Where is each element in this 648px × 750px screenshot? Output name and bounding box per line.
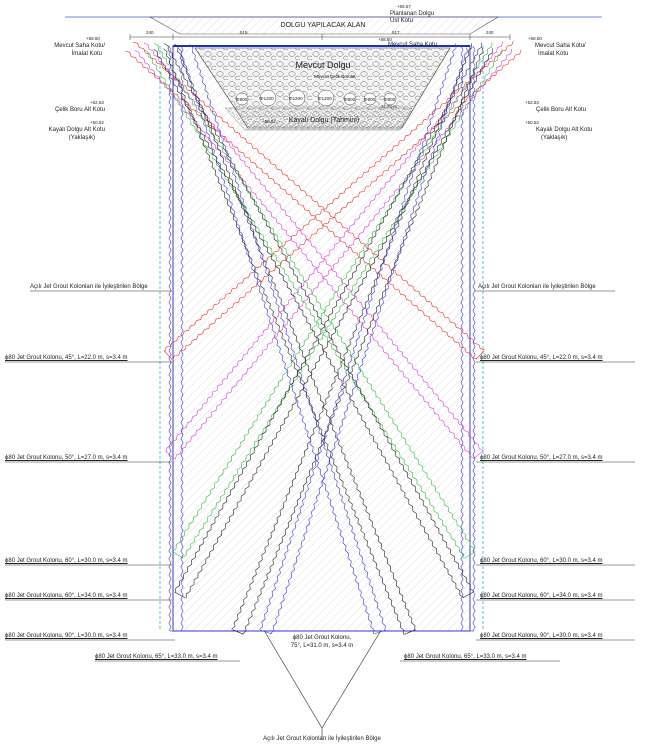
left-zone-label: Açılı Jet Grout Kolonları ile İyileştirilen Bölge — [30, 284, 148, 290]
rock-fill-label: Kayalı Dolgu (Tahmini) — [288, 117, 360, 124]
existing-fill-label: Mevcut Dolgu — [295, 60, 351, 70]
center-col-label-75-line2: 75°, L=31.0 m, s=3.4 m — [290, 643, 354, 649]
left-rock-label-2: (Yaklaşık) — [68, 135, 95, 141]
left-col-label-90: ϕ80 Jet Grout Kolonu, 90°, L=30.0 m, s=3.4 m — [5, 633, 128, 639]
planned-fill-label: Planlanan Dolgu — [390, 11, 435, 17]
left-col-label-65: ϕ80 Jet Grout Kolonu, 65°, L=33.0 m, s=3.4 m — [95, 654, 218, 660]
left-col-label-45: ϕ80 Jet Grout Kolonu, 45°, L=22.0 m, s=3.4 m — [5, 355, 128, 361]
right-col-label-60: ϕ80 Jet Grout Kolonu, 60°, L=30.0 m, s=3.4 m — [480, 558, 603, 564]
bottom-zone-label: Açılı Jet Grout Kolonları ile İyileştirilen Bölge — [263, 736, 381, 742]
right-site-label: Mevcut Saha Kotu/ — [535, 43, 586, 49]
dimension-3: 517 — [392, 30, 400, 35]
dimension-2: 515 — [240, 30, 248, 35]
fill-zone-label: DOLGU YAPILACAK ALAN — [280, 22, 366, 29]
planned-fill-label-2: Üst Kotu — [390, 18, 414, 24]
side-dimension: 11.72 m — [381, 104, 397, 109]
left-site-label-2: İmalat Kotu — [71, 51, 102, 57]
pipe-2-label: Φ1200 — [260, 96, 274, 101]
right-site-elevation: +58.50 — [528, 36, 542, 41]
right-col-label-60b: ϕ80 Jet Grout Kolonu, 60°, L=34.0 m, s=3.4 m — [480, 593, 603, 599]
pipe-3-label: Φ1200 — [289, 96, 303, 101]
right-col-label-50: ϕ80 Jet Grout Kolonu, 50°, L=27.0 m, s=3.4 m — [480, 455, 603, 461]
pipe-5-label: Φ800 — [344, 97, 356, 102]
center-site-label: Mevcut Saha Kotu — [388, 42, 438, 48]
left-site-elevation: +58.50 — [86, 36, 100, 41]
planned-fill-elevation: +65.57 — [397, 4, 411, 9]
right-zone-label: Açılı Jet Grout Kolonları ile İyileştirilen Bölge — [478, 284, 596, 290]
right-col-label-45: ϕ80 Jet Grout Kolonu, 45°, L=22.0 m, s=3.4 m — [480, 355, 603, 361]
left-col-label-50: ϕ80 Jet Grout Kolonu, 50°, L=27.0 m, s=3.4 m — [5, 455, 128, 461]
existing-pipes-label: Mevcut Çelik Borular — [314, 74, 356, 79]
right-site-label-2: İmalat Kotu — [538, 51, 569, 57]
left-site-label: Mevcut Saha Kotu/ — [54, 43, 105, 49]
right-col-label-90: ϕ80 Jet Grout Kolonu, 90°, L=30.0 m, s=3.4 m — [480, 633, 603, 639]
right-pipe-label: Çelik Boru Alt Kotu — [536, 107, 587, 113]
rock-fill-elevation: +50.52 — [262, 119, 276, 124]
left-rock-label: Kayalı Dolgu Alt Kotu — [48, 127, 105, 133]
dimension-1: 240 — [146, 30, 154, 35]
right-rock-label-2: (Yaklaşık) — [541, 135, 568, 141]
improved-zone — [173, 46, 470, 631]
left-pipe-elevation: +52.63 — [90, 100, 104, 105]
center-site-elevation: +58.50 — [378, 37, 392, 42]
right-rock-elevation: +50.52 — [525, 120, 539, 125]
center-col-label-75-line1: ϕ80 Jet Grout Kolonu, — [292, 635, 352, 641]
left-pipe-label: Çelik Boru Alt Kotu — [54, 107, 105, 113]
pipe-4-label: Φ1200 — [318, 96, 332, 101]
right-pipe-elevation: +52.63 — [525, 100, 539, 105]
dimension-4: 240 — [486, 30, 494, 35]
pipe-6-label: Φ800 — [364, 97, 376, 102]
left-col-label-60: ϕ80 Jet Grout Kolonu, 60°, L=30.0 m, s=3.4 m — [5, 558, 128, 564]
pipe-7-label: Φ800 — [384, 97, 396, 102]
left-rock-elevation: +50.52 — [90, 120, 104, 125]
right-col-label-65: ϕ80 Jet Grout Kolonu, 65°, L=33.0 m, s=3.4 m — [404, 654, 527, 660]
left-col-label-60b: ϕ80 Jet Grout Kolonu, 60°, L=34.0 m, s=3.4 m — [5, 593, 128, 599]
pipe-1-label: Φ800 — [236, 97, 248, 102]
right-rock-label: Kayalı Dolgu Alt Kotu — [536, 127, 593, 133]
